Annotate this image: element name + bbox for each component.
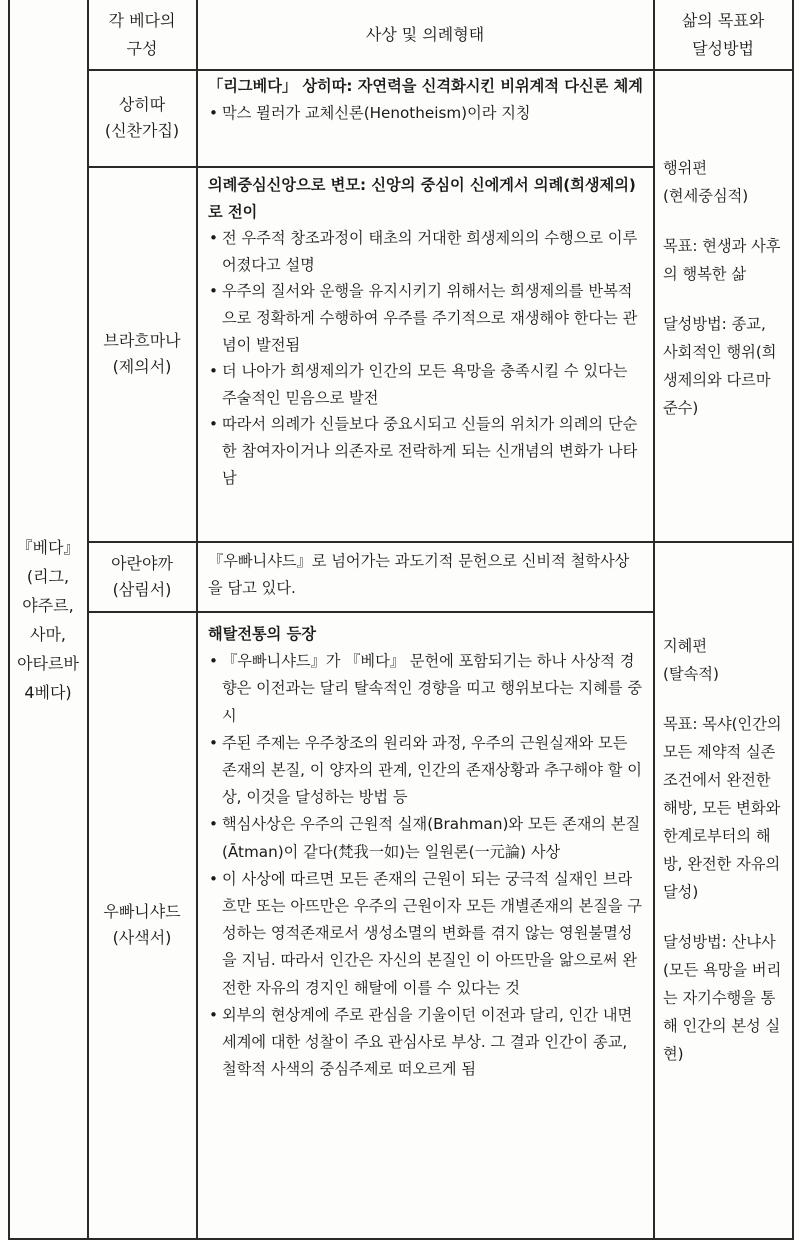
header-goal-line1: 삶의 목표와 [681,11,765,30]
samhita-heading: 「리그베다」 상히따: 자연력을 신격화시킨 비위계적 다신론 체계 [208,77,643,95]
brahmana-bullet-2: • 우주의 질서와 운행을 유지시키기 위해서는 희생제의를 반복적으로 정확하게 수행하여 우주를 주기적으로 재생해야 한다는 관념이 발전됨 [208,278,643,358]
veda-label-line2: (리그, [26,567,70,586]
upanishad-bullet-1: • 『우빠니샤드』가 『베다』 문헌에 포함되기는 하나 사상적 경향은 이전과는 달리 탈속적인 경향을 띠고 행위보다는 지혜를 중시 [208,648,643,730]
action-title-line2: (현세중심적) [663,187,749,205]
brahmana-bullet-1: • 전 우주적 창조과정이 태초의 거대한 희생제의의 수행으로 이루어졌다고 설명 [208,225,643,278]
row-name-samhita [89,71,195,165]
upanishad-name: 우빠니샤드 [103,902,181,921]
brahmana-bullets [208,225,643,491]
wisdom-method: 달성방법: 산냐사(모든 욕망을 버리는 자기수행을 통해 인간의 본성 실현) [663,933,782,1063]
wisdom-title-line2: (탈속적) [663,665,719,683]
header-goal-method [655,2,791,68]
action-title [663,154,785,210]
row-content-samhita [198,70,653,166]
header-composition-line1: 각 베다의 [108,11,176,30]
veda-label-line4: 사마, [29,625,66,644]
goal-wisdom-section [655,628,791,1236]
brahmana-subtitle: (제의서) [112,357,172,376]
veda-label-line3: 야주르, [22,596,74,615]
upanishad-bullet-5: • 외부의 현상계에 주로 관심을 기울이던 이전과 달리, 인간 내면세계에 대한 성찰이 주요 관심사로 부상. 그 결과 인간이 종교, 철학적 사색의 중심주제로 떠오르게 됨 [208,1002,643,1084]
row-content-brahmana [198,168,653,540]
wisdom-title [663,632,785,688]
row-name-aranyaka [89,543,195,610]
header-thought-ritual [198,2,652,68]
table-border-right [792,0,794,1240]
goal-action-section [655,150,791,540]
table-border-bottom [8,1238,793,1240]
upanishad-bullet-2: • 주된 주제는 우주창조의 원리와 과정, 우주의 근원실재와 모든 존재의 본질, 이 양자의 관계, 인간의 존재상황과 추구해야 할 이상, 이것을 달성하는 방법 등 [208,730,643,812]
samhita-subtitle: (신찬가집) [104,121,180,140]
brahmana-name: 브라흐마나 [103,331,181,350]
wisdom-title-line1: 지혜편 [663,637,708,655]
samhita-bullet-1: • 막스 뮐러가 교체신론(Henotheism)이라 지칭 [208,100,643,127]
brahmana-bullet-4: • 따라서 의례가 신들보다 중요시되고 신들의 위치가 의례의 단순한 참여자이거나 의존자로 전락하게 되는 신개념의 변화가 나타남 [208,411,643,491]
upanishad-heading: 해탈전통의 등장 [208,625,316,643]
header-composition [89,2,195,68]
aranyaka-name: 아란야까 [111,553,173,573]
brahmana-bullet-3: • 더 나아가 희생제의가 인간의 모든 욕망을 충족시킬 수 있다는 주술적인 믿음으로 발전 [208,358,643,411]
upanishad-subtitle: (사색서) [112,928,172,947]
upanishad-bullet-3: • 핵심사상은 우주의 근원적 실재(Brahman)와 모든 존재의 본질(Ātman)이 같다(梵我一如)는 일원론(一元論) 사상 [208,811,643,865]
row-name-upanishad [89,613,195,1237]
veda-label-line1: 『베다』 [16,538,80,557]
header-composition-line2: 구성 [126,39,158,58]
action-method: 달성방법: 종교, 사회적인 행위(희생제의와 다르마 준수) [663,315,777,417]
header-goal-line2: 달성방법 [692,39,754,58]
aranyaka-text: 『우빠니샤드』로 넘어가는 과도기적 문헌으로 신비적 철학사상을 담고 있다. [208,552,630,597]
row-name-brahmana [89,168,195,540]
veda-label-line5: 아타르바 [17,654,79,673]
samhita-name: 상히따 [118,95,166,114]
header-thought-ritual-label: 사상 및 의례형태 [365,25,485,44]
upanishad-bullets [208,648,643,1083]
upanishad-bullet-4: • 이 사상에 따르면 모든 존재의 근원이 되는 궁극적 실재인 브라흐만 또는 아뜨만은 우주의 근원이자 모든 개별존재의 본질을 구성하는 영적존재로서 생성소멸의 변화를 겪지 않는 영원불멸성을 지님. 따라서 인간은 자신의 본질인 이 아뜨만을 앎으로써 완전한 자유의 경지인 해탈에 이를 수 있다는 것 [208,866,643,1002]
aranyaka-subtitle: (삼림서) [112,579,172,599]
samhita-bullets [208,100,643,127]
action-goal: 목표: 현생과 사후의 행복한 삶 [663,237,781,283]
wisdom-goal: 목표: 목샤(인간의 모든 제약적 실존 조건에서 완전한 해방, 모든 변화와 한계로부터의 해방, 완전한 자유의 달성) [663,715,782,901]
veda-label [10,520,86,720]
brahmana-heading: 의례중심신앙으로 변모: 신앙의 중심이 신에게서 의례(희생제의)로 전이 [208,176,636,221]
action-title-line1: 행위편 [663,159,708,177]
row-content-upanishad [198,613,653,1237]
row-content-aranyaka [198,543,653,610]
veda-label-line6: 4베다) [24,683,72,702]
